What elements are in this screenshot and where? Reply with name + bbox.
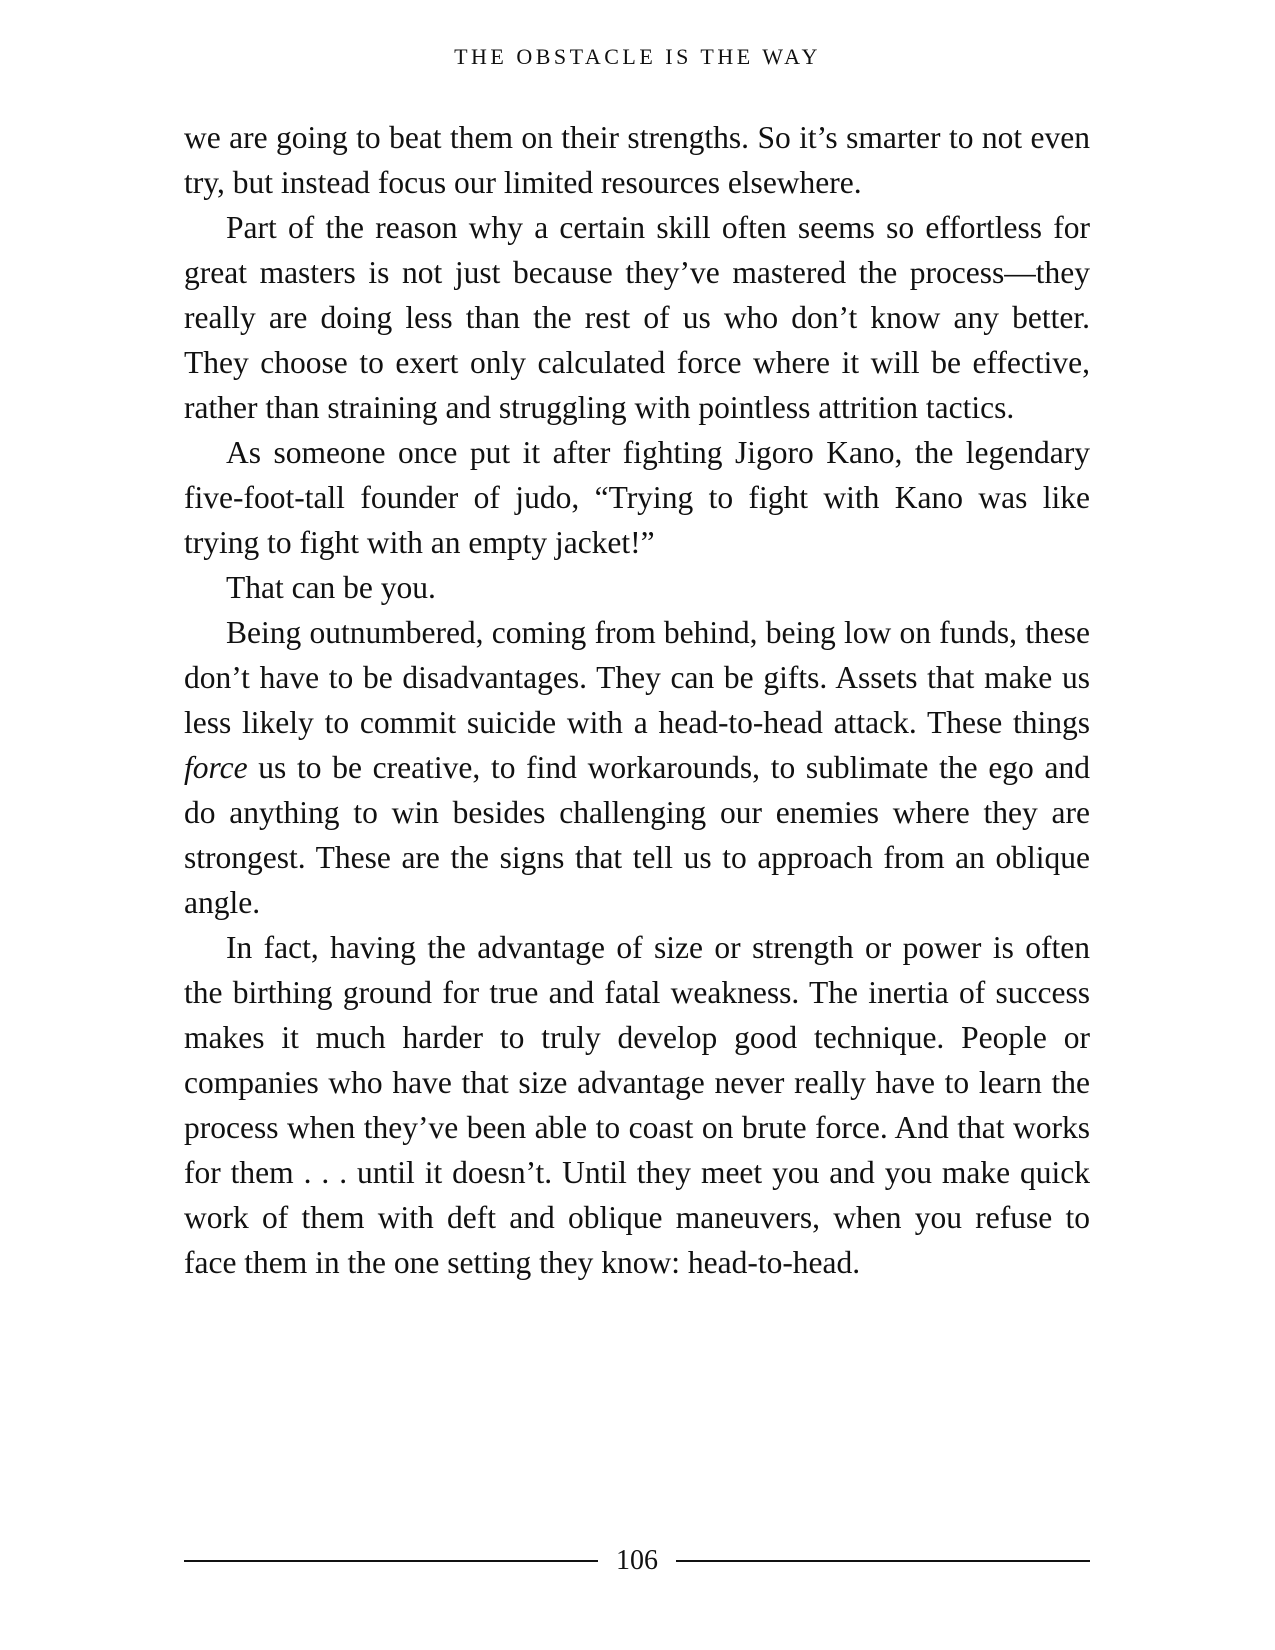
body-text — [184, 115, 1090, 1285]
page-number: 106 — [616, 1545, 658, 1576]
paragraph-continuation: we are going to beat them on their strengths. So it’s smarter to not even try, but instead focus our limited resources elsewhere. — [184, 120, 1090, 200]
paragraph-text-segment: us to be creative, to find workarounds, to sublimate the ego and do anything to win besides challenging our enemies where they are strongest. These are the signs that tell us to approach from an oblique angle. — [184, 750, 1090, 920]
page-footer — [184, 1545, 1090, 1577]
paragraph-kano-quote: As someone once put it after fighting Jigoro Kano, the legendary five-foot-tall founder of judo, “Trying to fight with Kano was like trying to fight with an empty jacket!” — [184, 435, 1090, 560]
paragraph-size-advantage: In fact, having the advantage of size or strength or power is often the birthing ground for true and fatal weakness. The inertia of success makes it much harder to truly develop good technique. People or companies who have that size advantage never really have to learn the process when they’ve been able to coast on brute force. And that works for them . . . until it doesn’t. Until they meet you and you make quick work of them with deft and oblique maneuvers, when you refuse to face them in the one setting they know: head-to-head. — [184, 930, 1090, 1280]
paragraph-disadvantages — [184, 610, 1090, 925]
paragraph-that-can-be-you: That can be you. — [226, 570, 436, 605]
paragraph-text-segment: Being outnumbered, coming from behind, being low on funds, these don’t have to be disadvantages. They can be gifts. Assets that make us less likely to commit suicide with a head-to-head attack. These things — [184, 615, 1090, 740]
emphasis-word: force — [184, 750, 248, 785]
running-head: THE OBSTACLE IS THE WAY — [454, 44, 821, 69]
footer-rule-left — [184, 1560, 598, 1562]
footer-rule-right — [676, 1560, 1090, 1562]
paragraph-skill-mastery: Part of the reason why a certain skill often seems so effortless for great masters is not just because they’ve mastered the process—they really are doing less than the rest of us who don’t know any better. They choose to exert only calculated force where it will be effective, rather than straining and struggling with pointless attrition tactics. — [184, 210, 1090, 425]
